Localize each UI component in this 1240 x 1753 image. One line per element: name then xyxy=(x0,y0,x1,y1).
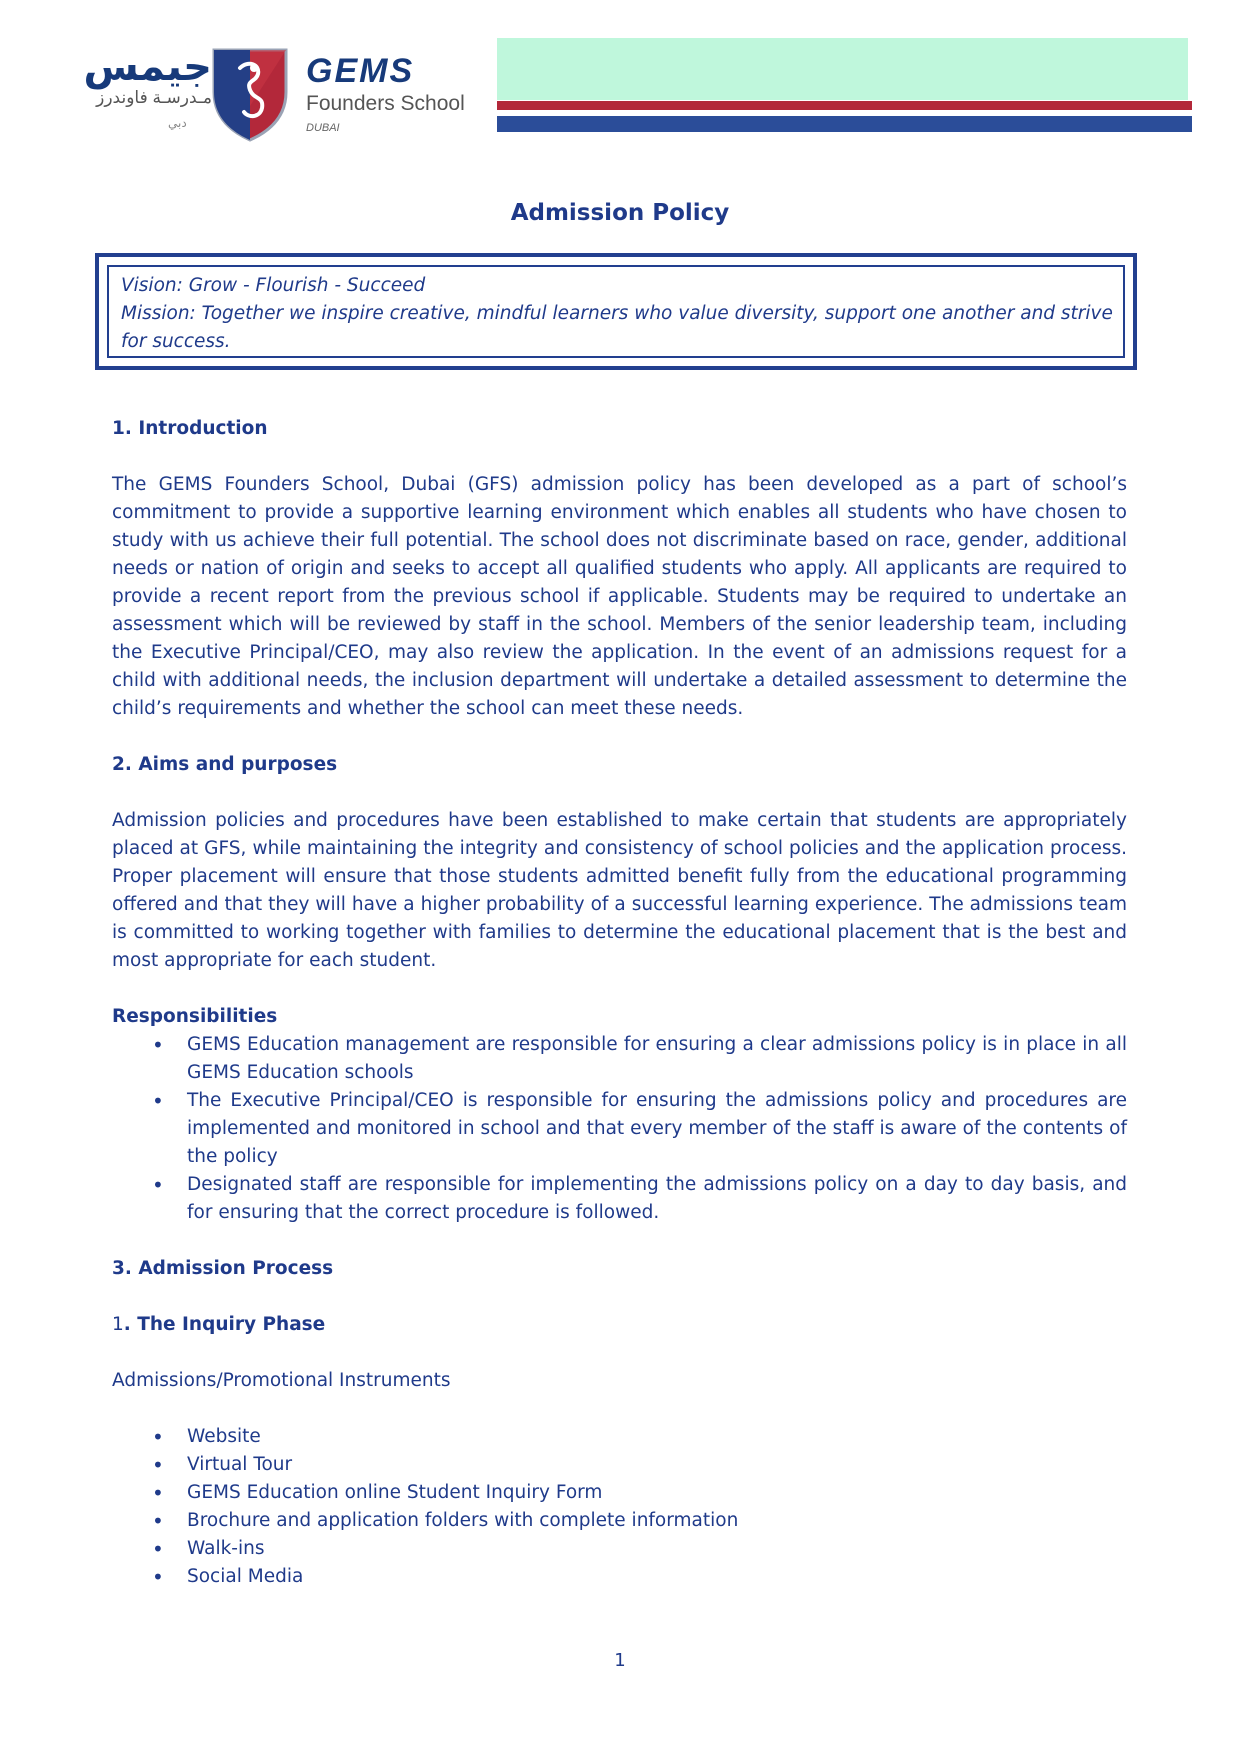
page-number: 1 xyxy=(614,1650,626,1671)
list-item: • GEMS Education management are responsible for ensuring a clear admissions policy is in place in all GEMS Education schools xyxy=(112,1031,1127,1087)
logo-city: DUBAI xyxy=(306,122,340,134)
logo-school-name: Founders School xyxy=(306,92,465,115)
header-banner-blue-stripe xyxy=(497,116,1192,132)
logo-arabic-name: جيمس xyxy=(83,45,212,89)
vision-line: Vision: Grow - Flourish - Succeed xyxy=(121,275,426,296)
aims-paragraph: Admission policies and procedures have been established to make certain that students are appropriately placed at GFS, while maintaining the integrity and consistency of school policies and the application process. Proper placement will ensure that those students admitted benefit fully from the educational programming offered and that they will have a higher probability of a successful learning experience. The admissions team is committed to working together with families to determine the educational placement that is the best and most appropriate for each student. xyxy=(112,810,1127,971)
list-item: • Brochure and application folders with complete information xyxy=(112,1507,1127,1535)
header-banner-mint xyxy=(497,38,1188,100)
document-body xyxy=(112,415,1127,1591)
aims-heading: 2. Aims and purposes xyxy=(112,754,338,775)
list-item: • Website xyxy=(112,1423,1127,1451)
instruments-label: Admissions/Promotional Instruments xyxy=(112,1370,451,1391)
intro-paragraph: The GEMS Founders School, Dubai (GFS) admission policy has been developed as a part of school’s commitment to provide a supportive learning environment which enables all students who have chosen to study with us achieve their full potential. The school does not discriminate based on race, gender, additional needs or nation of origin and seeks to accept all qualified students who apply. All applicants are required to provide a recent report from the previous school if applicable. Students may be required to undertake an assessment which will be reviewed by staff in the school. Members of the senior leadership team, including the Executive Principal/CEO, may also review the application. In the event of an admissions request for a child with additional needs, the inclusion department will undertake a detailed assessment to determine the child’s requirements and whether the school can meet these needs. xyxy=(112,474,1127,719)
mission-line: Mission: Together we inspire creative, mindful learners who value diversity, support one another and strive for success. xyxy=(121,303,1113,352)
logo-arabic-city: دبي xyxy=(168,116,187,130)
school-logo xyxy=(48,44,468,144)
page-title: Admission Policy xyxy=(510,200,730,226)
inquiry-phase-heading xyxy=(112,1311,1127,1339)
logo-gems-wordmark: GEMS xyxy=(306,52,415,90)
admission-process-heading: 3. Admission Process xyxy=(112,1258,334,1279)
responsibilities-heading: Responsibilities xyxy=(112,1006,278,1027)
shield-crest-icon xyxy=(210,46,290,142)
list-item: • Walk-ins xyxy=(112,1535,1127,1563)
list-item: • Social Media xyxy=(112,1563,1127,1591)
inquiry-number: 1 xyxy=(112,1314,124,1335)
vision-mission-text xyxy=(121,272,1121,356)
intro-heading: 1. Introduction xyxy=(112,418,268,439)
list-item: • Designated staff are responsible for implementing the admissions policy on a day to day basis, and for ensuring that the correct procedure is followed. xyxy=(112,1171,1127,1227)
instruments-list xyxy=(112,1423,1127,1591)
inquiry-title: . The Inquiry Phase xyxy=(123,1314,326,1335)
responsibilities-list xyxy=(112,1031,1127,1227)
list-item: • GEMS Education online Student Inquiry Form xyxy=(112,1479,1127,1507)
logo-arabic-school: مـدرسـة فاوندرز xyxy=(96,88,212,107)
list-item: • The Executive Principal/CEO is responsible for ensuring the admissions policy and procedures are implemented and monitored in school and that every member of the staff is aware of the contents of the policy xyxy=(112,1087,1127,1171)
list-item: • Virtual Tour xyxy=(112,1451,1127,1479)
header-banner-red-stripe xyxy=(497,101,1192,110)
